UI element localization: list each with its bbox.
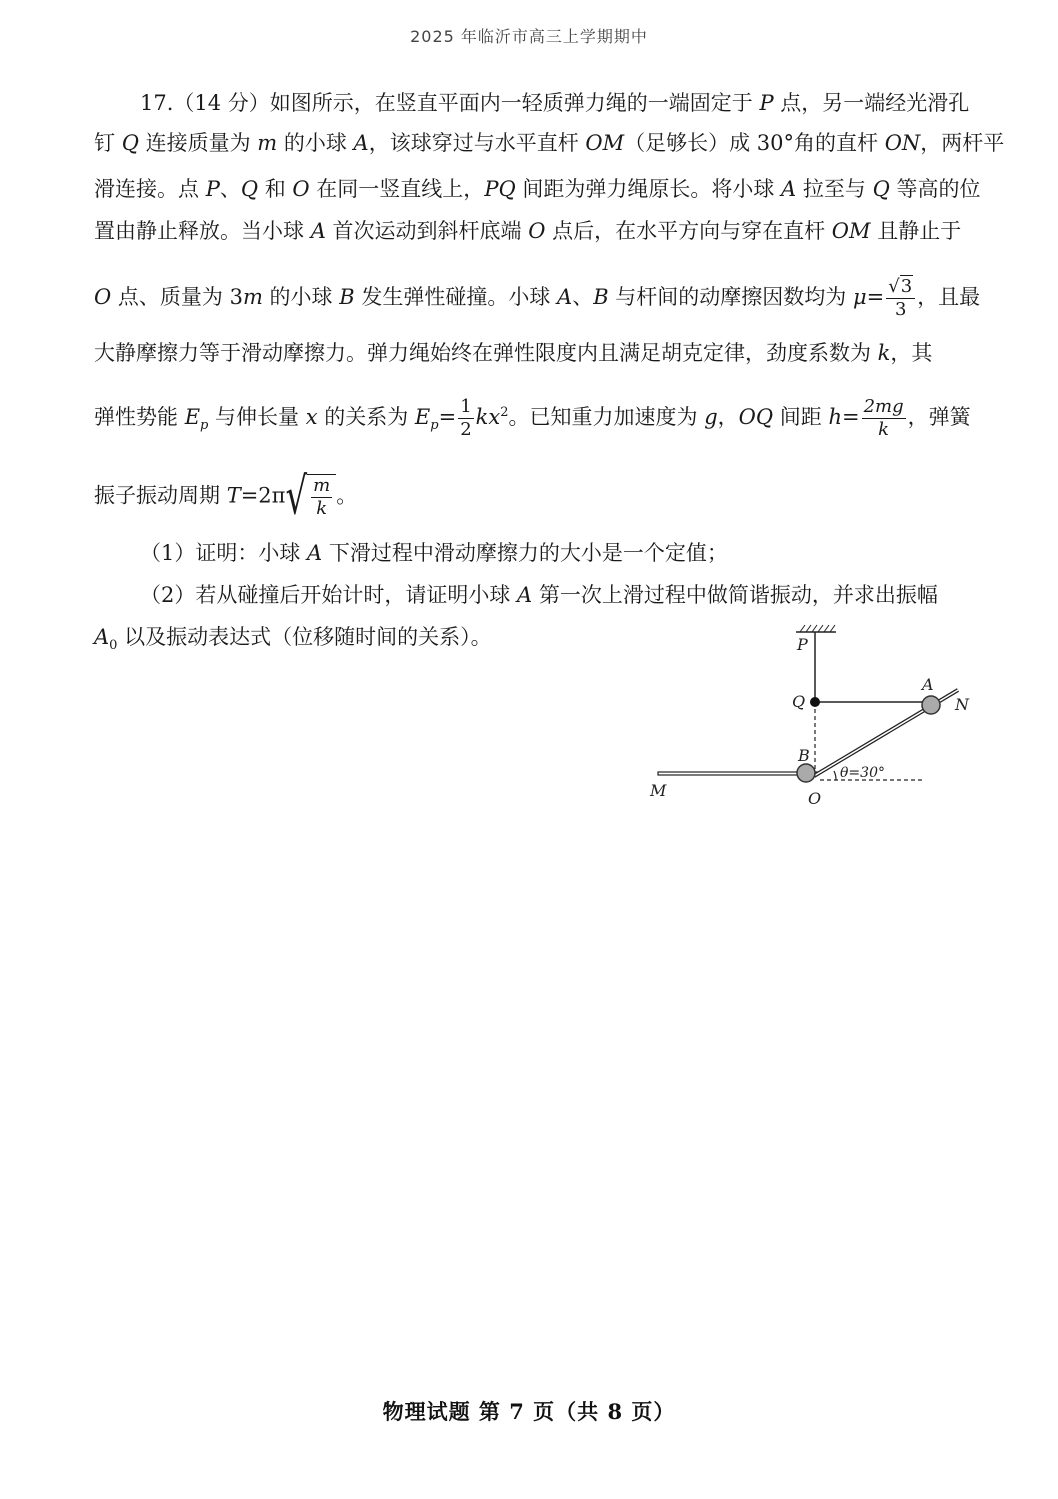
text-segment: 、	[572, 285, 594, 309]
var-P: P	[759, 91, 774, 115]
label-O: O	[808, 789, 822, 808]
text-segment: 且静止于	[870, 219, 962, 243]
subscript-0: 0	[109, 638, 118, 654]
text-segment: （2）若从碰撞后开始计时，请证明小球	[140, 583, 518, 607]
var-B: B	[339, 285, 355, 309]
text-segment: 间距为弹力绳原长。将小球	[515, 177, 782, 201]
var-Q: Q	[121, 131, 139, 155]
rod-OM	[658, 772, 818, 775]
label-angle: θ=30°	[840, 765, 885, 781]
text-segment: ，其	[890, 341, 933, 365]
var-A: A	[310, 219, 326, 243]
var-ON: ON	[884, 131, 921, 155]
var-mu: μ	[852, 285, 867, 309]
label-N: N	[955, 695, 969, 714]
label-P: P	[797, 635, 808, 654]
half-numerator: 1	[460, 396, 472, 417]
page-footer: 物理试题 第 7 页（共 8 页）	[382, 1399, 676, 1424]
var-A: A	[781, 177, 797, 201]
text-segment: 间距	[773, 405, 829, 429]
text-segment: 与伸长量	[208, 405, 306, 429]
half-fraction	[458, 396, 473, 441]
text-segment: ，该球穿过与水平直杆	[368, 131, 586, 155]
m-numerator: m	[313, 475, 331, 496]
text-segment: 、	[219, 177, 241, 201]
text-segment: 等高的位	[889, 177, 981, 201]
problem-line-7	[94, 396, 971, 441]
text-segment: 发生弹性碰撞。小球	[354, 285, 558, 309]
text-segment: ，两杆平	[920, 131, 1005, 155]
question-1	[140, 538, 728, 568]
subscript-p: p	[200, 418, 209, 434]
text-segment: 下滑过程中滑动摩擦力的大小是一个定值；	[322, 541, 728, 565]
text-segment: 振子振动周期	[94, 483, 227, 508]
var-E: E	[184, 405, 201, 429]
text-segment: 点、质量为 3	[111, 285, 243, 309]
text-segment: 的关系为	[317, 405, 415, 429]
text-segment: 和	[258, 177, 293, 201]
h-numerator: 2mg	[863, 396, 904, 417]
sqrt-sign: √	[285, 467, 308, 527]
label-Q: Q	[792, 692, 806, 711]
text-segment: 滑连接。点	[94, 177, 206, 201]
text-segment: ，弹簧	[907, 405, 971, 429]
question-2	[140, 580, 938, 610]
var-A0: A	[94, 625, 110, 649]
ball-A	[922, 696, 940, 714]
text-segment: 大静摩擦力等于滑动摩擦力。弹力绳始终在弹性限度内且满足胡克定律，劲度系数为	[94, 341, 878, 365]
text-segment: 置由静止释放。当小球	[94, 219, 311, 243]
text-segment: ，且最	[917, 285, 981, 309]
text-segment: 在同一竖直线上，	[309, 177, 485, 201]
problem-line-4	[94, 216, 961, 246]
text-segment: 点后，在水平方向与穿在直杆	[545, 219, 832, 243]
var-OM: OM	[831, 219, 871, 243]
var-x: x	[305, 405, 318, 429]
ceiling-hatch	[796, 625, 836, 632]
m-over-k-fraction	[311, 475, 332, 520]
text-segment: 拉至与	[796, 177, 873, 201]
text-segment: 连接质量为	[138, 131, 258, 155]
var-B: B	[593, 285, 609, 309]
text-segment: 与杆间的动摩擦因数均为	[608, 285, 853, 309]
text-segment: 弹性势能	[94, 405, 185, 429]
var-k: k	[877, 341, 891, 365]
problem-line-2	[94, 128, 1004, 158]
problem-line-8	[94, 467, 358, 527]
var-m: m	[242, 285, 263, 309]
var-A: A	[557, 285, 573, 309]
var-O: O	[528, 219, 546, 243]
superscript-2: 2	[500, 405, 509, 420]
sqrt-radicand	[307, 474, 336, 520]
subscript-p: p	[430, 418, 439, 434]
var-A: A	[517, 583, 533, 607]
label-B: B	[798, 746, 810, 765]
page-header: 2025 年临沂市高三上学期期中	[410, 27, 648, 46]
var-P: P	[205, 177, 220, 201]
peg-Q	[810, 697, 820, 707]
mu-fraction	[886, 276, 915, 321]
physics-diagram	[640, 620, 980, 820]
var-m: m	[257, 131, 278, 155]
problem-line-3	[94, 174, 980, 204]
mu-denominator: 3	[894, 299, 907, 320]
text-segment: 的小球	[277, 131, 354, 155]
half-denominator: 2	[460, 419, 472, 440]
var-O: O	[292, 177, 310, 201]
text-segment: 以及振动表达式（位移随时间的关系）。	[117, 625, 492, 649]
var-E: E	[414, 405, 431, 429]
text-segment: 17.（14 分）如图所示，在竖直平面内一轻质弹力绳的一端固定于	[140, 91, 760, 115]
var-O: O	[94, 285, 112, 309]
text-segment: （1）证明：小球	[140, 541, 308, 565]
var-g: g	[704, 405, 718, 429]
h-fraction	[862, 396, 906, 441]
text-segment: 。	[336, 483, 358, 508]
label-M: M	[650, 781, 667, 800]
label-A: A	[922, 675, 934, 694]
text-segment: 第一次上滑过程中做简谐振动，并求出振幅	[532, 583, 938, 607]
equals-sign: =	[438, 405, 457, 429]
problem-line-6	[94, 338, 932, 368]
text-segment: 点，另一端经光滑孔	[773, 91, 970, 115]
text-segment: 。已知重力加速度为	[508, 405, 705, 429]
h-denominator: k	[878, 419, 890, 440]
var-Q: Q	[240, 177, 259, 201]
var-Q: Q	[872, 177, 890, 201]
var-A: A	[307, 541, 323, 565]
text-segment: ，	[717, 405, 739, 429]
var-OQ: OQ	[738, 405, 774, 429]
problem-line-1	[140, 88, 969, 118]
var-T: T	[226, 483, 241, 508]
text-segment: （足够长）成 30°角的直杆	[624, 131, 885, 155]
var-kx: kx	[475, 405, 501, 429]
sqrt-radicand: 3	[900, 276, 913, 297]
mu-numerator	[886, 276, 915, 299]
angle-arc	[834, 771, 836, 780]
equals-two-pi: =2π	[240, 483, 286, 508]
var-OM: OM	[585, 131, 625, 155]
k-denominator: k	[316, 498, 328, 519]
question-2-cont	[94, 622, 492, 661]
var-h: h	[828, 405, 842, 429]
sqrt-sign: √	[888, 276, 900, 297]
var-A: A	[353, 131, 369, 155]
text-segment: 钉	[94, 131, 122, 155]
equals-sign: =	[866, 285, 885, 309]
text-segment: 的小球	[262, 285, 340, 309]
ball-B	[797, 764, 815, 782]
period-sqrt	[285, 467, 336, 527]
text-segment: 首次运动到斜杆底端	[325, 219, 529, 243]
equals-sign: =	[841, 405, 860, 429]
problem-line-5	[94, 276, 980, 321]
var-PQ: PQ	[484, 177, 516, 201]
